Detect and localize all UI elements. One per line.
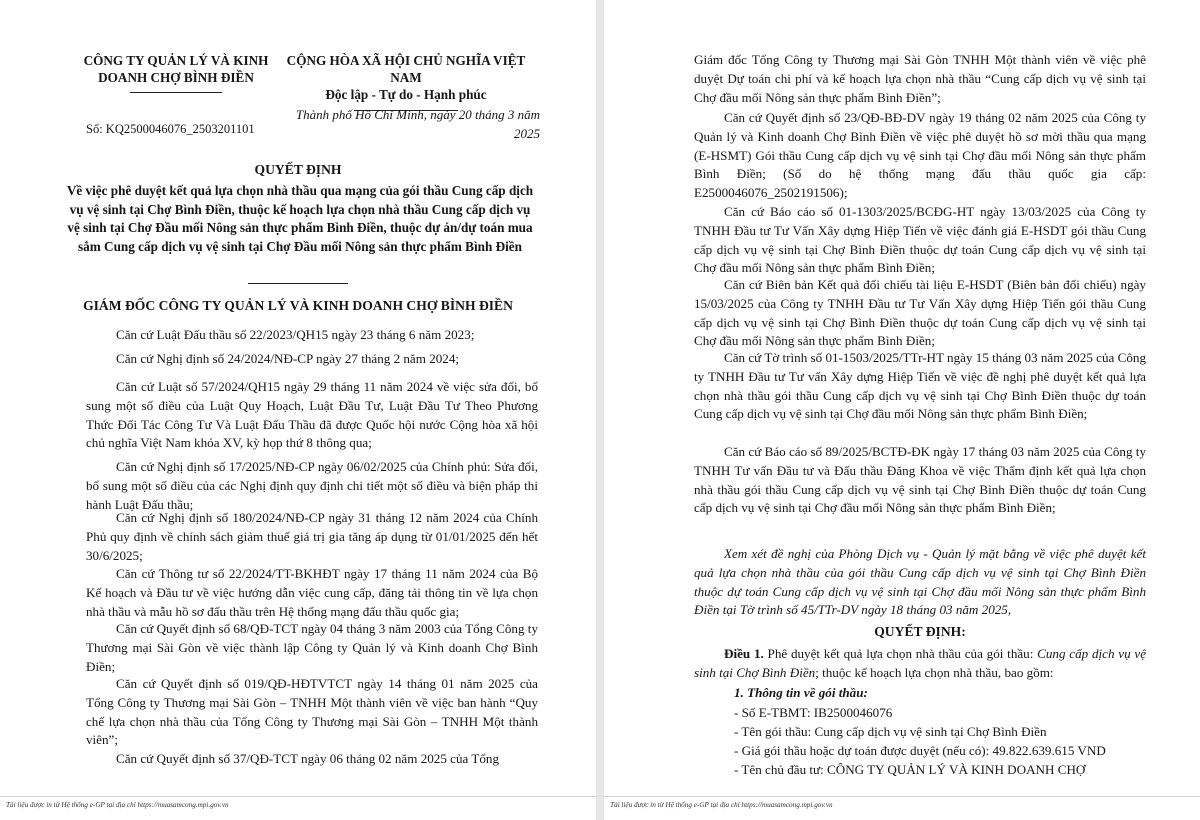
info-item: - Tên chủ đầu tư: CÔNG TY QUẢN LÝ VÀ KINH DOANH CHỢ: [734, 762, 1086, 777]
article-1-text-end: ; thuộc kế hoạch lựa chọn nhà thầu, bao gồm:: [815, 664, 1054, 680]
national-header: [270, 52, 542, 111]
info-item: - Tên gói thầu: Cung cấp dịch vụ vệ sinh tại Chợ Bình Điền: [734, 724, 1047, 739]
section-1-title: 1. Thông tin về gói thầu:: [734, 685, 868, 700]
legal-basis-item: Căn cứ Quyết định số 68/QĐ-TCT ngày 04 tháng 3 năm 2003 của Tổng Công ty Thương mại Sài Gòn về việc thành lập Công ty Quản lý và Kinh doanh Chợ Bình Điền;: [86, 621, 538, 674]
page-gutter: [596, 0, 604, 820]
article-1-text: Phê duyệt kết quả lựa chọn nhà thầu của gói thầu:: [763, 646, 1038, 661]
legal-basis-item: Căn cứ Luật số 57/2024/QH15 ngày 29 tháng 11 năm 2024 về việc sửa đổi, bổ sung một số điều của Luật Quy Hoạch, Luật Đầu Tư, Luật Đầu Tư Theo Phương Thức Đối Tác Công Tư Và Luật Đấu Thầu đã được Quốc hội nước Cộng hòa xã hội chủ nghĩa Việt Nam khóa XV, kỳ họp thứ 8 thông qua;: [86, 379, 538, 451]
organization-name: CÔNG TY QUẢN LÝ VÀ KINH DOANH CHỢ BÌNH ĐIỀN: [83, 53, 269, 85]
document-page-left: [0, 0, 596, 820]
nation-name: CỘNG HÒA XÃ HỘI CHỦ NGHĨA VIỆT NAM: [286, 53, 526, 85]
legal-basis-item: Căn cứ Thông tư số 22/2024/TT-BKHĐT ngày 17 tháng 11 năm 2024 của Bộ Kế hoạch và Đầu tư về việc hướng dẫn việc cung cấp, đăng tải thông tin về lựa chọn nhà thầu và mẫu hồ sơ đấu thầu trên Hệ thống mạng đấu thầu quốc gia;: [86, 566, 538, 619]
legal-basis-item: Căn cứ Nghị định số 17/2025/NĐ-CP ngày 06/02/2025 của Chính phủ: Sửa đổi, bổ sung một số điều của các Nghị định quy định chi tiết một số điều và biện pháp thi hành Luật Đấu thầu;: [86, 459, 538, 512]
legal-basis-item: Căn cứ Luật Đấu thầu số 22/2023/QH15 ngày 23 tháng 6 năm 2023;: [116, 327, 475, 342]
issuing-authority: GIÁM ĐỐC CÔNG TY QUẢN LÝ VÀ KINH DOANH CHỢ BÌNH ĐIỀN: [83, 298, 513, 313]
decides-heading: QUYẾT ĐỊNH:: [874, 624, 966, 639]
place-and-date: Thành phố Hồ Chí Minh, ngày 20 tháng 3 năm 2025: [295, 107, 540, 141]
footer-divider: [0, 796, 596, 797]
legal-basis-item: Căn cứ Nghị định số 180/2024/NĐ-CP ngày 31 tháng 12 năm 2024 của Chính Phủ quy định về chính sách giảm thuế giá trị gia tăng áp dụng từ 01/01/2025 đến hết 30/6/2025;: [86, 510, 538, 563]
footer-source-note: Tài liệu được in từ Hệ thống e-GP tại địa chỉ https://muasamcong.mpi.gov.vn: [610, 801, 833, 809]
document-page-right: [604, 0, 1200, 820]
article-1-label: Điều 1.: [724, 646, 764, 661]
article-1: [694, 645, 1146, 683]
proposal-paragraph: Xem xét đề nghị của Phòng Dịch vụ - Quản lý mặt bằng về việc phê duyệt kết quả lựa chọn nhà thầu của gói thầu Cung cấp dịch vụ vệ sinh tại Chợ Bình Điền thuộc dự toán Cung cấp dịch vụ vệ sinh tại Chợ đầu mối Nông sản thực phẩm Bình Điền tại Tờ trình số 45/TTr-DV ngày 18 tháng 03 năm 2025,: [694, 546, 1146, 618]
legal-basis-item: Căn cứ Quyết định số 019/QĐ-HĐTVTCT ngày 14 tháng 01 năm 2025 của Tổng Công ty Thương mại Sài Gòn – TNHH Một thành viên về việc ban hành “Quy chế lựa chọn nhà thầu của Tổng Công ty Thương mại Sài Gòn – TNHH Một thành viên”;: [86, 676, 538, 748]
divider: [130, 92, 222, 93]
divider: [248, 283, 348, 284]
legal-basis-item: Căn cứ Biên bản Kết quả đối chiếu tài liệu E-HSDT (Biên bản đối chiếu) ngày 15/03/2025 của Công ty TNHH Đầu tư Tư Vấn Xây dựng Hiệp Tiến gói thầu Cung cấp dịch vụ vệ sinh tại Chợ Bình Điền thuộc dự toán Cung cấp dịch vụ vệ sinh tại Chợ đầu mối Nông sản thực phẩm Bình Điền;: [694, 277, 1146, 349]
info-item: - Số E-TBMT: IB2500046076: [734, 705, 893, 720]
legal-basis-item: Căn cứ Báo cáo số 01-1303/2025/BCĐG-HT ngày 13/03/2025 của Công ty TNHH Đầu tư Tư Vấn Xây dựng Hiệp Tiến về việc đánh giá E-HSDT gói thầu Cung cấp dịch vụ vệ sinh tại Chợ Bình Điền thuộc dự toán Cung cấp dịch vụ vệ sinh tại Chợ đầu mối Nông sản thực phẩm Bình Điền;: [694, 204, 1146, 276]
package-name: Cung cấp dịch vụ vệ sinh tại Chợ Bình Điền: [694, 646, 1147, 680]
document-number: Số: KQ2500046076_2503201101: [86, 122, 255, 136]
legal-basis-item: Căn cứ Quyết định số 23/QĐ-BĐ-DV ngày 19 tháng 02 năm 2025 của Công ty Quản lý và Kinh doanh Chợ Bình Điền về việc phê duyệt hồ sơ mời thầu qua mạng (E-HSMT) Gói thầu Cung cấp dịch vụ vệ sinh tại Chợ đầu mối Nông sản thực phẩm Bình Điền; (Số do hệ thống mạng đấu thầu quốc gia cấp: E2500046076_2502191506);: [694, 110, 1146, 201]
legal-basis-item: Căn cứ Báo cáo số 89/2025/BCTĐ-ĐK ngày 17 tháng 03 năm 2025 của Công ty TNHH Tư vấn Đầu tư và Đấu thầu Đăng Khoa về việc Thẩm định kết quả lựa chọn nhà thầu gói thầu Cung cấp dịch vụ vệ sinh tại Chợ Bình Điền thuộc dự toán Cung cấp dịch vụ vệ sinh tại Chợ đầu mối Nông sản thực phẩm Bình Điền;: [694, 444, 1146, 516]
continued-paragraph: Giám đốc Tổng Công ty Thương mại Sài Gòn TNHH Một thành viên về việc phê duyệt Dự toán chi phí và kế hoạch lựa chọn nhà thầu “Cung cấp dịch vụ vệ sinh tại Chợ đầu mối Nông sản thực phẩm Bình Điền”;: [694, 52, 1146, 105]
footer-source-note: Tài liệu được in từ Hệ thống e-GP tại địa chỉ https://muasamcong.mpi.gov.vn: [6, 801, 229, 809]
decision-subject: Về việc phê duyệt kết quả lựa chọn nhà thầu qua mạng của gói thầu Cung cấp dịch vụ vệ sinh tại Chợ Bình Điền, thuộc kế hoạch lựa chọn nhà thầu Cung cấp dịch vụ vệ sinh tại Chợ Đầu mối Nông sản thực phẩm Bình Điền, thuộc dự án/dự toán mua sắm Cung cấp dịch vụ vệ sinh tại Chợ Đầu mối Nông sản thực phẩm Bình Điền: [66, 183, 534, 254]
footer-divider: [604, 796, 1200, 797]
decision-title: QUYẾT ĐỊNH: [254, 162, 342, 177]
info-item: - Giá gói thầu hoặc dự toán được duyệt (nếu có): 49.822.639.615 VND: [734, 743, 1106, 758]
legal-basis-item: Căn cứ Nghị định số 24/2024/NĐ-CP ngày 27 tháng 2 năm 2024;: [116, 351, 460, 366]
legal-basis-item: Căn cứ Quyết định số 37/QĐ-TCT ngày 06 tháng 02 năm 2025 của Tổng: [116, 751, 500, 766]
organization-name-block: [76, 52, 276, 93]
motto: Độc lập - Tự do - Hạnh phúc: [325, 87, 487, 102]
legal-basis-item: Căn cứ Tờ trình số 01-1503/2025/TTr-HT ngày 15 tháng 03 năm 2025 của Công ty TNHH Đầu tư Tư vấn Xây dựng Hiệp Tiến về việc đề nghị phê duyệt kết quả lựa chọn nhà thầu gói thầu Cung cấp dịch vụ vệ sinh tại Chợ Bình Điền thuộc dự toán Cung cấp dịch vụ vệ sinh tại Chợ đầu mối Nông sản thực phẩm Bình Điền;: [694, 350, 1146, 422]
